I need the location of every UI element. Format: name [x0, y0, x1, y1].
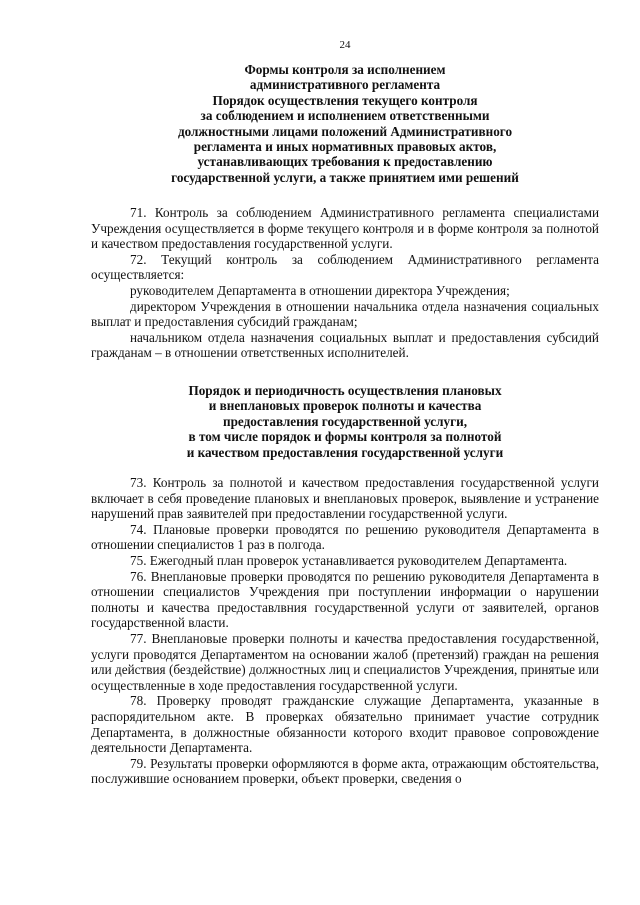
heading-line: регламента и иных нормативных правовых актов, — [193, 139, 497, 155]
paragraph-79: 79. Результаты проверки оформляются в форме акта, отражающим обстоятельства, послужившие основанием проверки, объект проверки, сведения о — [91, 755, 599, 787]
heading-line: Порядок осуществления текущего контроля — [212, 92, 478, 108]
heading-line: Порядок и периодичность осуществления плановых — [188, 383, 502, 398]
paragraph-71: 71. Контроль за соблюдением Административного регламента специалистами Учреждения осуществляется в форме текущего контроля и в форме контроля за полнотой и качеством предоставления государственной услуги. — [91, 205, 599, 252]
heading-line: за соблюдением и исполнением ответственными — [200, 108, 490, 124]
paragraph-76: 76. Внеплановые проверки проводятся по решению руководителя Департамента в отношении специалистов Учреждения при поступлении информации о нарушении полноты и качества предоставлвния государственной услуги от заявителей, органов государственной власти. — [91, 568, 599, 631]
section-body-current-control — [91, 205, 599, 361]
paragraph-75: 75. Ежегодный план проверок устанавливается руководителем Департамента. — [130, 552, 568, 568]
heading-line: в том числе порядок и формы контроля за полнотой — [188, 429, 502, 445]
paragraph-77: 77. Внеплановые проверки полноты и качества предоставления государственной, услуги проводятся Департаментом на основании жалоб (претензий) граждан на решения или действия (бездействие) должностных лиц и специалистов Учреждения, принятые или осуществленные в ходе предоставления государственной услуги. — [91, 630, 599, 693]
paragraph-72-item-2: директором Учреждения в отношении начальника отдела назначения социальных выплат и предоставления субсидий гражданам; — [91, 298, 599, 330]
section-heading-inspections — [91, 383, 599, 460]
paragraph-78: 78. Проверку проводят гражданские служащие Департамента, указанные в распорядительном акте. В проверках обязательно принимает участие сотрудник Департамента, в должностные обязанности которого входит правовое сопровождение деятельности Департамента. — [91, 693, 599, 756]
heading-line: должностными лицами положений Административного — [177, 123, 513, 139]
section-heading-control-forms — [91, 62, 599, 185]
heading-line: и качеством предоставления государственной услуги — [186, 444, 504, 460]
paragraph-72: 72. Текущий контроль за соблюдением Административного регламента осуществляется: — [91, 251, 599, 283]
heading-line: предоставления государственной услуги, — [223, 413, 467, 429]
section-body-inspections — [91, 475, 599, 787]
paragraph-73: 73. Контроль за полнотой и качеством предоставления государственной услуги включает в себя проведение плановых и внеплановых проверок, выявление и устранение нарушений прав заявителей при предоставлении государственной услуги. — [91, 475, 599, 522]
paragraph-72-item-3: начальником отдела назначения социальных выплат и предоставления субсидий гражданам – в отношении ответственных исполнителей. — [91, 329, 599, 361]
heading-line: государственной услуги, а также принятием ими решений — [171, 169, 519, 185]
page-number: 24 — [339, 39, 351, 51]
heading-line: административного регламента — [249, 77, 441, 93]
heading-line: и внеплановых проверок полноты и качества — [208, 398, 482, 414]
paragraph-72-item-1: руководителем Департамента в отношении директора Учреждения; — [130, 282, 510, 298]
heading-line: Формы контроля за исполнением — [244, 62, 446, 77]
paragraph-74: 74. Плановые проверки проводятся по решению руководителя Департамента в отношении специалистов 1 раз в полгода. — [91, 521, 599, 553]
heading-line: устанавливающих требования к предоставлению — [197, 154, 493, 170]
